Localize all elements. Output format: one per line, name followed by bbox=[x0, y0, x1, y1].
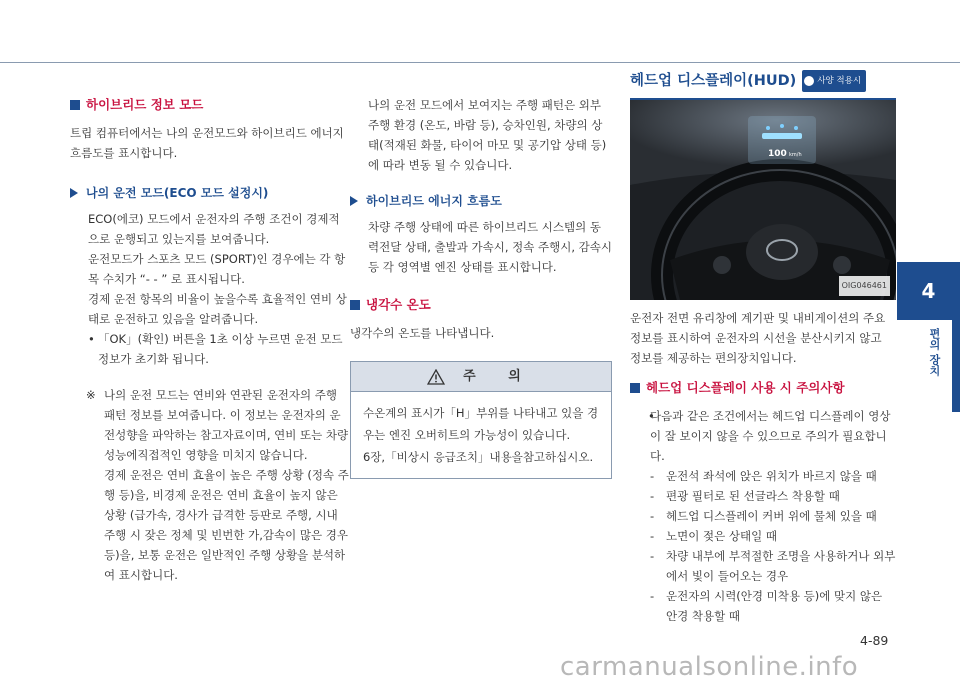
top-rule bbox=[0, 62, 960, 63]
dash-item: - 운전자의 시력(안경 미착용 등)에 맞지 않은 안경 착용할 때 bbox=[630, 586, 896, 626]
section-hybrid-info bbox=[70, 95, 350, 115]
hud-section-title bbox=[630, 70, 896, 92]
caution-body bbox=[351, 392, 611, 478]
square-bullet-icon bbox=[350, 300, 360, 310]
hud-unit: km/h bbox=[789, 152, 802, 158]
section-coolant bbox=[350, 295, 612, 315]
warning-triangle-icon bbox=[427, 369, 445, 385]
page-number: 4-89 bbox=[860, 633, 889, 648]
option-badge-label: 사양 적용시 bbox=[817, 76, 862, 86]
energy-flow-text: 차량 주행 상태에 따른 하이브리드 시스템의 동력전달 상태, 출발과 가속시, 정속 주행시, 감속시 등 각 영역별 엔진 상태를 표시합니다. bbox=[368, 220, 612, 274]
dash-item: - 차량 내부에 부적절한 조명을 사용하거나 외부에서 빛이 들어오는 경우 bbox=[630, 546, 896, 586]
chapter-label: 편의 장치 bbox=[928, 328, 941, 376]
note-mark: ※ bbox=[86, 388, 96, 402]
driving-mode-line: 운전모드가 스포츠 모드 (SPORT)인 경우에는 각 항목 수치가 “- - ” 로 표시됩니다. bbox=[88, 252, 346, 286]
chapter-number: 4 bbox=[921, 279, 936, 303]
note-line: 경제 운전은 연비 효율이 높은 주행 상황 (정속 주행 등)을, 비경제 운전은 연비 효율이 높지 않은 상황 (급가속, 경사가 급격한 등판로 주행, 시내 주행 시 잦은 정체 및 빈번한 가,감속이 많은 경우 등)을, 보통 운전은 일반적인 주행 상황을 분석하여 표시합니다. bbox=[104, 468, 349, 582]
section-title: 헤드업 디스플레이 사용 시 주의사항 bbox=[646, 380, 845, 395]
caution-line: 수온계의 표시가「H」부위를 나타내고 있을 경우는 엔진 오버히트의 가능성이 있습니다. bbox=[363, 406, 599, 442]
bullet-item: • 다음과 같은 조건에서는 헤드업 디스플레이 영상이 잘 보이지 않을 수 있으므로 주의가 필요합니다. bbox=[630, 406, 896, 466]
bullet-item: • 「OK」(확인) 버튼을 1초 이상 누르면 운전 모드 정보가 초기화 됩니다. bbox=[70, 329, 350, 369]
coolant-text: 냉각수의 온도를 나타냅니다. bbox=[350, 326, 495, 340]
caution-box bbox=[350, 361, 612, 479]
hud-speed: 100 bbox=[768, 149, 787, 159]
hud-title: 헤드업 디스플레이(HUD) bbox=[630, 73, 797, 89]
chapter-tab[interactable] bbox=[897, 262, 960, 320]
dash-item: - 노면이 젖은 상태일 때 bbox=[630, 526, 896, 546]
option-badge bbox=[802, 70, 866, 92]
hud-description: 운전자 전면 유리창에 계기판 및 내비게이션의 주요 정보를 표시하여 운전자의 시선을 분산시키지 않고 정보를 제공하는 편의장치입니다. bbox=[630, 311, 886, 365]
photo-code: OIG046461 bbox=[839, 276, 890, 296]
note-line: 나의 운전 모드는 연비와 연관된 운전자의 주행 패턴 정보를 보여줍니다. 이 정보는 운전자의 운전성향을 파악하는 참고자료이며, 연비 또는 차량성능에직접적인 영향을 미치지 않습니다. bbox=[104, 388, 349, 462]
dash-item: - 헤드업 디스플레이 커버 위에 물체 있을 때 bbox=[630, 506, 896, 526]
section-title: 냉각수 온도 bbox=[366, 297, 431, 312]
subsection-energy-flow bbox=[350, 191, 612, 211]
hybrid-info-text: 트립 컴퓨터에서는 나의 운전모드와 하이브리드 에너지 흐름도를 표시합니다. bbox=[70, 126, 344, 160]
dash-item: - 운전석 좌석에 앉은 위치가 바르지 않을 때 bbox=[630, 466, 896, 486]
section-hud-caution bbox=[630, 378, 896, 398]
option-dot-icon bbox=[804, 76, 814, 86]
driving-pattern-text: 나의 운전 모드에서 보여지는 주행 패턴은 외부 주행 환경 (온도, 바람 등), 승차인원, 차량의 상태(적재된 화물, 타이어 마모 및 공기압 상태 등)에 따라 변동 될 수 있습니다. bbox=[368, 98, 607, 172]
section-title: 하이브리드 정보 모드 bbox=[86, 97, 204, 112]
watermark: carmanualsonline.info bbox=[560, 652, 859, 682]
note-block bbox=[70, 385, 350, 585]
left-column bbox=[70, 95, 350, 585]
subsection-title: 나의 운전 모드(ECO 모드 설정시) bbox=[86, 186, 269, 200]
dash-item: - 편광 필터로 된 선글라스 착용할 때 bbox=[630, 486, 896, 506]
triangle-bullet-icon bbox=[70, 188, 78, 198]
right-column bbox=[630, 70, 896, 626]
square-bullet-icon bbox=[630, 383, 640, 393]
subsection-driving-mode bbox=[70, 183, 350, 203]
caution-line: 6장,「비상시 응급조치」내용을참고하십시오. bbox=[363, 450, 594, 464]
driving-mode-line: 경제 운전 항목의 비율이 높을수록 효율적인 연비 상태로 운전하고 있음을 알려줍니다. bbox=[88, 292, 347, 326]
subsection-title: 하이브리드 에너지 흐름도 bbox=[366, 194, 502, 208]
triangle-bullet-icon bbox=[350, 196, 358, 206]
side-bar bbox=[952, 262, 960, 412]
steering-wheel-image bbox=[630, 100, 896, 300]
caution-title: 주 의 bbox=[463, 368, 535, 384]
caution-header bbox=[351, 362, 611, 392]
driving-mode-line: ECO(에코) 모드에서 운전자의 주행 조건이 경제적으로 운행되고 있는지를 보여줍니다. bbox=[88, 212, 340, 246]
hud-photo bbox=[630, 100, 896, 300]
square-bullet-icon bbox=[70, 100, 80, 110]
middle-column bbox=[350, 95, 612, 479]
